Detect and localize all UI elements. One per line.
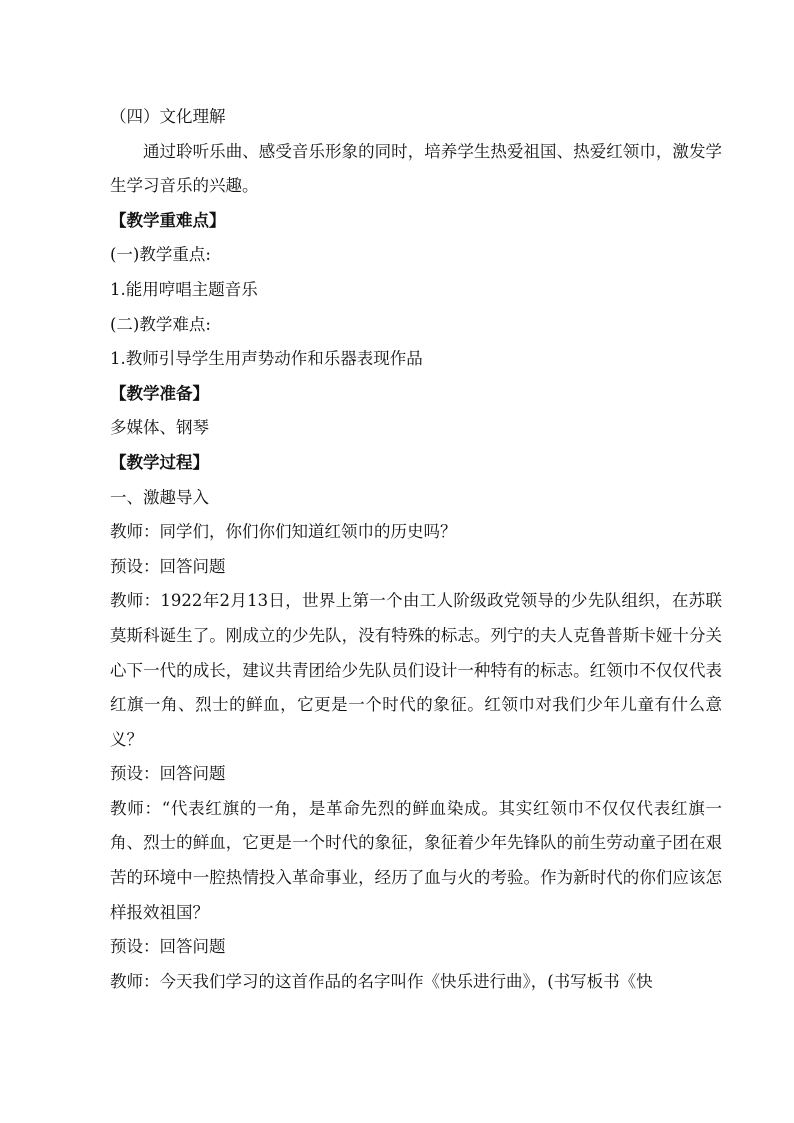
teacher-paragraph-4: 教师：今天我们学习的这首作品的名字叫作《快乐进行曲》，(书写板书《快 (110, 971, 653, 991)
teaching-difficulty-title: (二)教学难点: (110, 314, 211, 334)
heading-key-difficult-points: 【教学重难点】 (110, 210, 226, 230)
teaching-difficulty-item: 1.教师引导学生用声势动作和乐器表现作品 (110, 349, 423, 369)
heading-teaching-process: 【教学过程】 (110, 452, 209, 472)
teacher-question-1: 教师：同学们，你们你们知道红领巾的历史吗？ (110, 522, 457, 542)
teacher-paragraph-2: 教师：1922年2月13日，世界上第一个由工人阶级政党领导的少先队组织，在苏联莫斯科诞生了。刚成立的少先队，没有特殊的标志。列宁的夫人克鲁普斯卡娅十分关心下一代的成长，建议共青团给少先队员们设计一种特有的标志。红领巾不仅仅代表红旗一角、烈士的鲜血，它更是一个时代的象征。红领巾对我们少年儿童有什么意义？ (110, 591, 722, 749)
section-cultural-understanding-title: （四）文化理解 (110, 107, 226, 126)
process-step-1-title: 一、激趣导入 (110, 487, 209, 507)
heading-teaching-preparation: 【教学准备】 (110, 383, 209, 403)
preset-answer-2: 预设：回答问题 (110, 764, 226, 784)
document-body (110, 100, 722, 999)
teacher-paragraph-3: 教师：“代表红旗的一角，是革命先烈的鲜血染成。其实红领巾不仅仅代表红旗一角、烈士的鲜血，它更是一个时代的象征，象征着少年先锋队的前生劳动童子团在艰苦的环境中一腔热情投入革命事业，经历了血与火的考验。作为新时代的你们应该怎样报效祖国？ (110, 798, 722, 922)
teaching-focus-title: (一)教学重点: (110, 245, 211, 265)
preset-answer-3: 预设：回答问题 (110, 937, 226, 957)
teaching-focus-item: 1.能用哼唱主题音乐 (110, 279, 258, 299)
section-cultural-understanding-text: 通过聆听乐曲、感受音乐形象的同时，培养学生热爱祖国、热爱红领巾，激发学生学习音乐的兴趣。 (110, 141, 722, 196)
preset-answer-1: 预设：回答问题 (110, 556, 226, 576)
teaching-preparation-text: 多媒体、钢琴 (110, 418, 209, 438)
